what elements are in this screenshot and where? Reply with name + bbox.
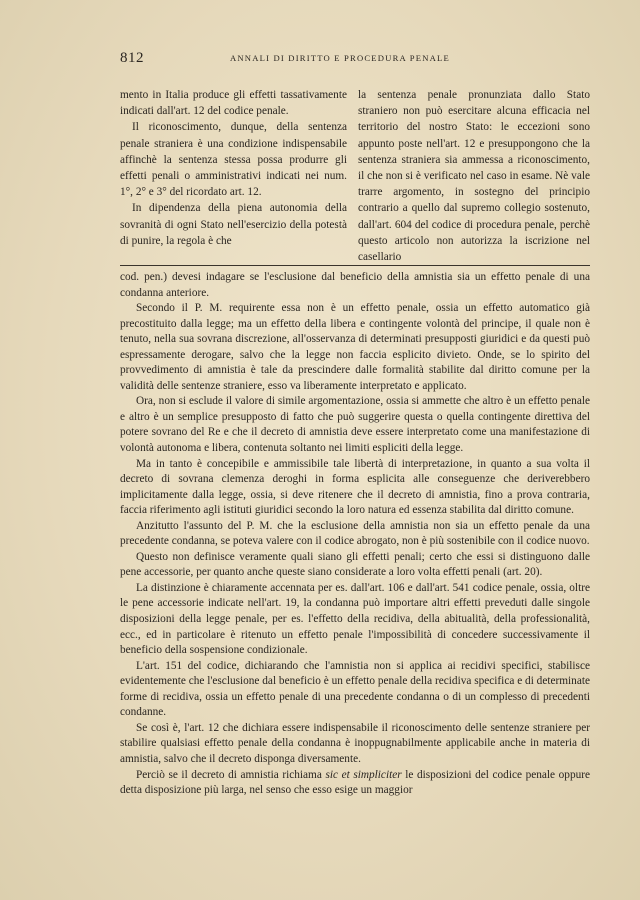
footnote-paragraph: L'art. 151 del codice, dichiarando che l'amnistia non si applica ai recidivi specifici, stabilisce evidentemente che l'esclusione dal beneficio è un effetto penale della recidiva specifica e di determinate forme di recidiva, ossia un effetto penale di una precedente condanna o di un complesso di precedenti condanne.	[120, 659, 590, 719]
footnote-text: Perciò se il decreto di amnistia richiama	[136, 768, 326, 781]
footnote-paragraph	[120, 768, 590, 799]
footnote-italic-phrase: sic et simpliciter	[325, 768, 402, 781]
footnote-divider	[120, 265, 590, 266]
right-column	[358, 87, 590, 265]
footnote-paragraph: Se così è, l'art. 12 che dichiara essere indispensabile il riconoscimento delle sentenze straniere per stabilire qualsiasi effetto penale della condanna è inoppugnabilmente applicabile anche in materia di amnistia, salvo che il decreto disponga diversamente.	[120, 721, 590, 765]
running-title: ANNALI DI DIRITTO E PROCEDURA PENALE	[230, 53, 450, 63]
footnote-text: le disposizioni del codice penale oppure detta disposizione più larga, nel senso che esso esige un maggior	[120, 768, 591, 797]
left-paragraph: In dipendenza della piena autonomia della sovranità di ogni Stato nell'esercizio della potestà di punire, la regola è che	[120, 202, 347, 247]
footnote-paragraph: La distinzione è chiaramente accennata per es. dall'art. 106 e dall'art. 541 codice penale, ossia, oltre le pene accessorie indicate nell'art. 19, la condanna può importare altri effetti preveduti dalle singole disposizioni della legge penale, per es. l'effetto della recidiva, della abitualità, della professionalità, ecc., ed in particolare è ritenuto un effetto penale l'impossibilità di concedere successivamente il beneficio della sospensione condizionale.	[120, 581, 590, 657]
footnote	[120, 270, 590, 799]
footnote-paragraph: Ora, non si esclude il valore di simile argomentazione, ossia si ammette che altro è un effetto penale e altro è un semplice presupposto di fatto che può suggerire questa o quella contingente direttiva del potere sovrano del Re e che il decreto di amnistia deve essere interpretato come una manifestazione di volontà autonoma e libera, contenuta soltanto nei limiti espliciti della legge.	[120, 395, 590, 455]
footnote-paragraph: Questo non definisce veramente quali siano gli effetti penali; certo che essi si distinguono dalle pene accessorie, per quanto anche queste siano considerate a loro volta effetti penali (art. 20).	[120, 550, 590, 579]
footnote-paragraph: Anzitutto l'assunto del P. M. che la esclusione della amnistia non sia un effetto penale da una precedente condanna, se poteva valere con il codice abrogato, non è più sostenibile con il codice nuovo.	[120, 519, 590, 548]
left-paragraph: mento in Italia produce gli effetti tassativamente indicati dall'art. 12 del codice penale.	[120, 89, 347, 118]
left-column	[120, 87, 347, 249]
left-paragraph: Il riconoscimento, dunque, della sentenza penale straniera è una condizione indispensabile affinchè la sentenza stessa possa produrre gli effetti penali o amministrativi indicati nei num. 1°, 2° e 3° del ricordato art. 12.	[120, 121, 347, 199]
footnote-paragraph: Ma in tanto è concepibile e ammissibile tale libertà di interpretazione, in quanto a sua volta il decreto di sovrana clemenza deroghi in forma esplicita alle conseguenze che deriverebbero implicitamente dalla legge, ossia, si deve ritenere che il decreto di amnistia, fino a prova contraria, faccia riferimento agli istituti giuridici secondo la loro natura ed essenza stabilita dal diritto comune.	[120, 457, 590, 517]
page-header	[120, 50, 588, 68]
footnote-paragraph: Secondo il P. M. requirente essa non è un effetto penale, ossia un effetto automatico già precostituito dalla legge; ma un effetto della libera e contingente volontà del principe, il quale non è tenuto, nella sua sovrana discrezione, all'osservanza di determinati presupposti giuridici e da questi può espressamente derogare, salvo che la legge non faccia esplicito divieto. Onde, se lo spirito del provvedimento di amnistia è tale da prescindere dalle formalità stabilite dal diritto comune per la validità delle sentenze straniere, esso va liberamente interpretato e applicato.	[120, 302, 590, 392]
footnote-paragraph: cod. pen.) devesi indagare se l'esclusione dal beneficio della amnistia sia un effetto penale di una condanna anteriore.	[120, 271, 590, 299]
right-paragraph: la sentenza penale pronunziata dallo Stato straniero non può esercitare alcuna efficacia nel territorio del nostro Stato: le eccezioni sono appunto poste nell'art. 12 e presuppongono che la sentenza straniera sia ammessa a riconoscimento, il che non si è verificato nel caso in esame. Nè vale trarre argomento, in sostegno del principio contrario a quello dal supremo collegio sostenuto, dall'art. 604 del codice di procedura penale, perchè questo articolo non autorizza la iscrizione nel casellario	[358, 89, 590, 264]
main-text-columns	[120, 87, 590, 264]
page-number: 812	[120, 50, 144, 66]
